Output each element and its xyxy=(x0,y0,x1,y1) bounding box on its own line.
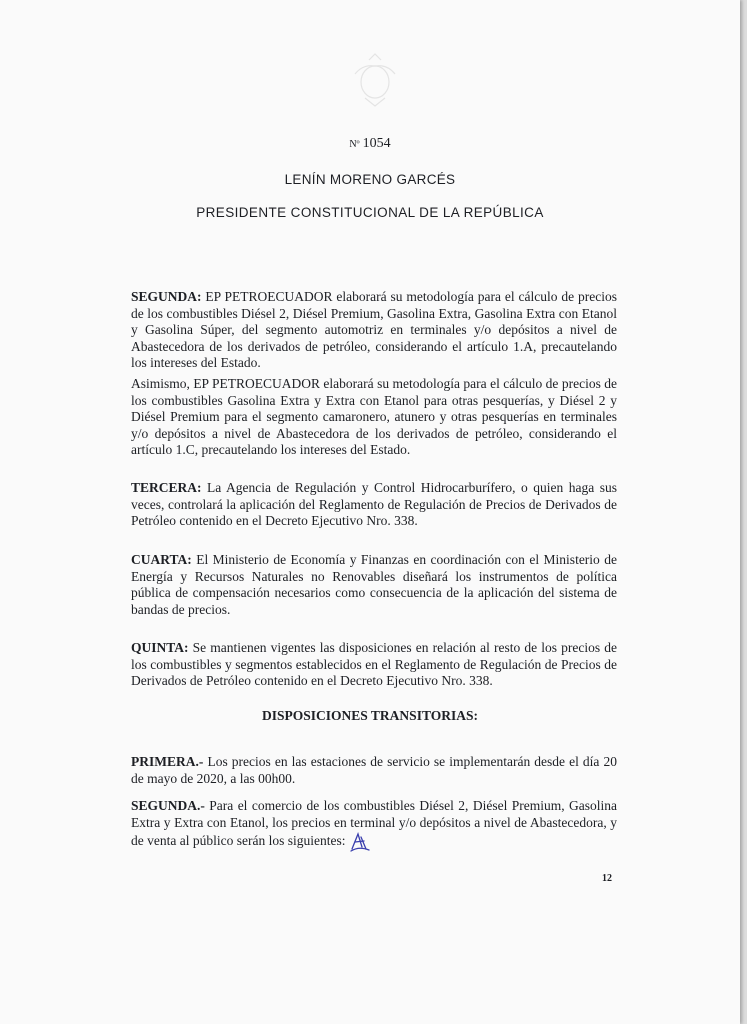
transitory-primera xyxy=(131,754,617,787)
president-name: LENÍN MORENO GARCÉS xyxy=(284,172,456,187)
article-label: CUARTA: xyxy=(131,552,192,567)
transitory-segunda xyxy=(131,798,617,853)
number-prefix: Nº xyxy=(349,139,360,150)
article-segunda xyxy=(131,289,617,372)
article-label: PRIMERA.- xyxy=(131,754,204,769)
section-heading: DISPOSICIONES TRANSITORIAS: xyxy=(262,708,478,723)
article-label: SEGUNDA.- xyxy=(131,798,205,813)
article-text: Asimismo, EP PETROECUADOR elaborará su metodología para el cálculo de precios de los combustibles Gasolina Extra y Extra con Etanol para otras pesquerías, y Diésel 2 y Diésel Premium para el segmento camaronero, atunero y otras pesquerías en terminales y/o depósitos a nivel de Abastecedora de los derivados de petróleo, considerando el artículo 1.C, precautelando los intereses del Estado. xyxy=(131,376,617,458)
article-text: El Ministerio de Economía y Finanzas en coordinación con el Ministerio de Energía y Recursos Naturales no Renovables diseñará los instrumentos de política pública de compensación necesarios como consecuencia de la aplicación del sistema de bandas de precios. xyxy=(131,552,617,617)
article-quinta xyxy=(131,640,617,690)
article-label: QUINTA: xyxy=(131,640,189,655)
article-cuarta xyxy=(131,552,617,618)
signature-icon xyxy=(349,831,371,853)
article-tercera xyxy=(131,480,617,530)
number-value: 1054 xyxy=(362,136,391,151)
president-title: PRESIDENTE CONSTITUCIONAL DE LA REPÚBLICA xyxy=(196,205,544,220)
article-text: Para el comercio de los combustibles Diésel 2, Diésel Premium, Gasolina Extra y Extra con Etanol, los precios en terminal y/o depósitos a nivel de Abastecedora, y de venta al público serán los siguientes: xyxy=(131,798,617,849)
article-label: TERCERA: xyxy=(131,480,202,495)
article-text: La Agencia de Regulación y Control Hidrocarburífero, o quien haga sus veces, controlará la aplicación del Reglamento de Regulación de Precios de Derivados de Petróleo contenido en el Decreto Ejecutivo Nro. 338. xyxy=(131,480,617,529)
article-text: Los precios en las estaciones de servicio se implementarán desde el día 20 de mayo de 2020, a las 00h00. xyxy=(131,754,617,786)
decree-number xyxy=(0,136,740,152)
article-text: EP PETROECUADOR elaborará su metodología para el cálculo de precios de los combustibles Diésel 2, Diésel Premium, Gasolina Extra, Gasolina Extra con Etanol y Gasolina Súper, del segmento automotriz en terminales y/o depósitos a nivel de Abastecedora de los derivados de petróleo, considerando el artículo 1.A, precautelando los intereses del Estado. xyxy=(131,289,617,371)
article-label: SEGUNDA: xyxy=(131,289,202,304)
page-number: 12 xyxy=(602,873,612,884)
article-asimismo xyxy=(131,376,617,459)
article-text: Se mantienen vigentes las disposiciones en relación al resto de los precios de los combustibles y segmentos establecidos en el Reglamento de Regulación de Precios de Derivados de Petróleo contenido en el Decreto Ejecutivo Nro. 338. xyxy=(131,640,617,689)
coat-of-arms-icon xyxy=(345,52,405,112)
